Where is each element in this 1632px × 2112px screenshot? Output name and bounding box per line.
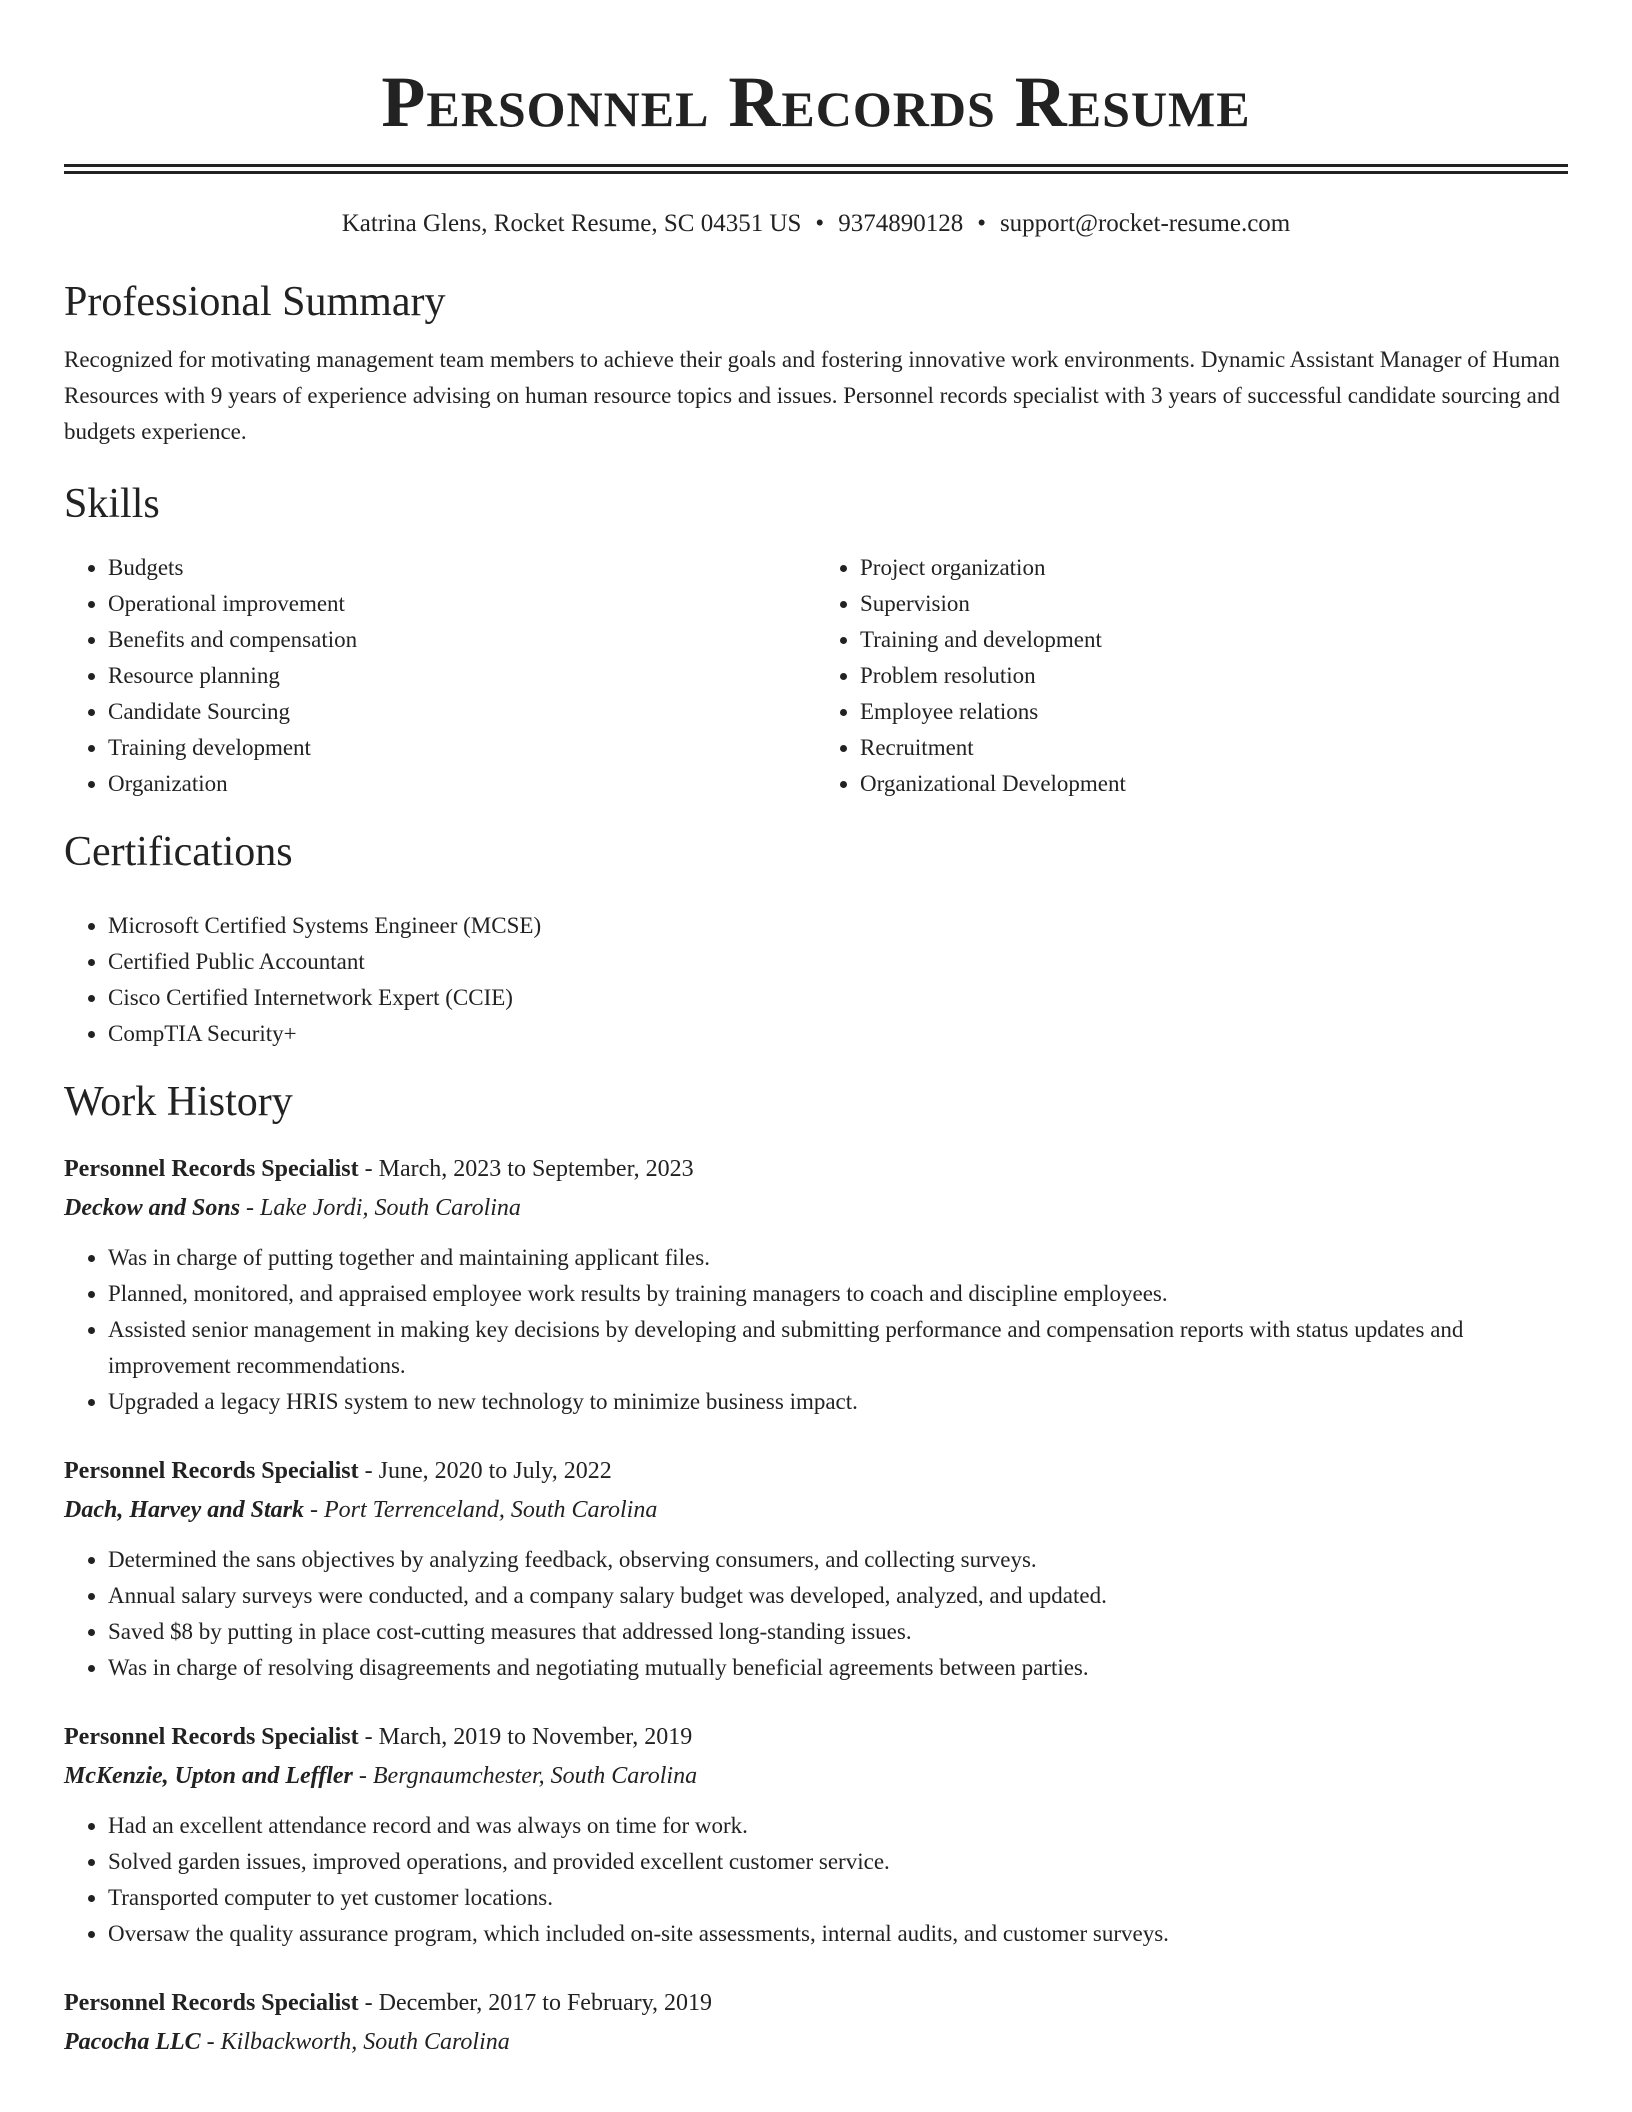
resume-page — [64, 0, 1568, 2062]
list-item: • Training and development — [860, 622, 1568, 658]
job-company-line: McKenzie, Upton and Leffler - Bergnaumchester, South Carolina — [64, 1763, 698, 1789]
list-item: • Microsoft Certified Systems Engineer (MCSE) — [108, 908, 1568, 944]
job-entry — [64, 1150, 1568, 1420]
job-dates: December, 2017 to February, 2019 — [378, 1990, 713, 2016]
list-item: • Assisted senior management in making key decisions by developing and submitting performance and compensation reports with status updates and improvement recommendations. — [108, 1312, 1568, 1384]
list-item: • Resource planning — [108, 658, 816, 694]
job-title-line: Personnel Records Specialist - June, 2020 to July, 2022 — [64, 1458, 612, 1484]
job-bullets — [64, 1542, 1568, 1686]
list-item: • Saved $8 by putting in place cost-cutting measures that addressed long-standing issues. — [108, 1614, 1568, 1650]
list-item: • Annual salary surveys were conducted, and a company salary budget was developed, analyzed, and updated. — [108, 1578, 1568, 1614]
job-entry — [64, 1984, 1568, 2062]
list-item: • Project organization — [860, 550, 1568, 586]
job-role: Personnel Records Specialist — [64, 1458, 359, 1484]
job-company-line: Deckow and Sons - Lake Jordi, South Carolina — [64, 1195, 521, 1221]
job-role: Personnel Records Specialist — [64, 1156, 359, 1182]
job-location: Lake Jordi, South Carolina — [260, 1195, 521, 1221]
work-history-list — [64, 1150, 1568, 2062]
job-title-line: Personnel Records Specialist - March, 2023 to September, 2023 — [64, 1156, 694, 1182]
list-item: • Was in charge of resolving disagreements and negotiating mutually beneficial agreements between parties. — [108, 1650, 1568, 1686]
list-item: • Benefits and compensation — [108, 622, 816, 658]
job-location: Bergnaumchester, South Carolina — [372, 1763, 698, 1789]
work-history-heading: Work History — [64, 1079, 293, 1125]
job-company: McKenzie, Upton and Leffler — [64, 1763, 353, 1789]
summary-heading: Professional Summary — [64, 279, 446, 325]
certifications-list — [64, 908, 1568, 1052]
list-item: • Supervision — [860, 586, 1568, 622]
job-company: Deckow and Sons — [64, 1195, 241, 1221]
list-item: • Upgraded a legacy HRIS system to new technology to minimize business impact. — [108, 1384, 1568, 1420]
job-dates: June, 2020 to July, 2022 — [378, 1458, 612, 1484]
list-item: • Cisco Certified Internetwork Expert (CCIE) — [108, 980, 1568, 1016]
list-item: • Planned, monitored, and appraised employee work results by training managers to coach and discipline employees. — [108, 1276, 1568, 1312]
job-company: Pacocha LLC — [64, 2029, 201, 2055]
list-item: • Certified Public Accountant — [108, 944, 1568, 980]
job-company-line: Pacocha LLC - Kilbackworth, South Carolina — [64, 2029, 510, 2055]
job-role: Personnel Records Specialist — [64, 1724, 359, 1750]
contact-line — [64, 208, 1568, 240]
list-item: • Problem resolution — [860, 658, 1568, 694]
list-item: • Transported computer to yet customer locations. — [108, 1880, 1568, 1916]
resume-title: Personnel Records Resume — [381, 62, 1251, 142]
list-item: • Organizational Development — [860, 766, 1568, 802]
contact-separator: • — [977, 210, 986, 237]
job-bullets — [64, 1808, 1568, 1952]
certifications-heading: Certifications — [64, 829, 293, 875]
list-item: • Operational improvement — [108, 586, 816, 622]
contact-email: support@rocket-resume.com — [999, 210, 1291, 237]
job-location: Port Terrenceland, South Carolina — [324, 1497, 658, 1523]
summary-text: Recognized for motivating management team members to achieve their goals and fostering innovative work environments. Dynamic Assistant Manager of Human Resources with 9 years of experience advising on human resource topics and issues. Personnel records specialist with 3 years of successful candidate sourcing and budgets experience. — [64, 347, 1560, 444]
job-dates: March, 2019 to November, 2019 — [378, 1724, 693, 1750]
list-item: • Oversaw the quality assurance program, which included on-site assessments, internal audits, and customer surveys. — [108, 1916, 1568, 1952]
list-item: • Solved garden issues, improved operations, and provided excellent customer service. — [108, 1844, 1568, 1880]
list-item: • Organization — [108, 766, 816, 802]
list-item: • Was in charge of putting together and maintaining applicant files. — [108, 1240, 1568, 1276]
skills-columns — [64, 550, 1568, 802]
list-item: • Recruitment — [860, 730, 1568, 766]
title-divider — [64, 164, 1568, 174]
list-item: • Had an excellent attendance record and was always on time for work. — [108, 1808, 1568, 1844]
job-location: Kilbackworth, South Carolina — [220, 2029, 510, 2055]
list-item: • CompTIA Security+ — [108, 1016, 1568, 1052]
contact-address: Katrina Glens, Rocket Resume, SC 04351 US — [341, 210, 802, 237]
list-item: • Determined the sans objectives by analyzing feedback, observing consumers, and collecting surveys. — [108, 1542, 1568, 1578]
skills-list-right — [816, 550, 1568, 802]
job-entry — [64, 1718, 1568, 1952]
job-title-line: Personnel Records Specialist - December, 2017 to February, 2019 — [64, 1990, 713, 2016]
list-item: • Budgets — [108, 550, 816, 586]
job-role: Personnel Records Specialist — [64, 1990, 359, 2016]
job-company-line: Dach, Harvey and Stark - Port Terrenceland, South Carolina — [64, 1497, 658, 1523]
list-item: • Candidate Sourcing — [108, 694, 816, 730]
job-bullets — [64, 1240, 1568, 1420]
job-entry — [64, 1452, 1568, 1686]
list-item: • Employee relations — [860, 694, 1568, 730]
contact-separator: • — [815, 210, 825, 237]
skills-list-left — [64, 550, 816, 802]
contact-phone: 9374890128 — [838, 210, 964, 237]
list-item: • Training development — [108, 730, 816, 766]
skills-heading: Skills — [64, 481, 160, 527]
job-company: Dach, Harvey and Stark — [64, 1497, 304, 1523]
job-dates: March, 2023 to September, 2023 — [378, 1156, 694, 1182]
job-title-line: Personnel Records Specialist - March, 2019 to November, 2019 — [64, 1724, 693, 1750]
